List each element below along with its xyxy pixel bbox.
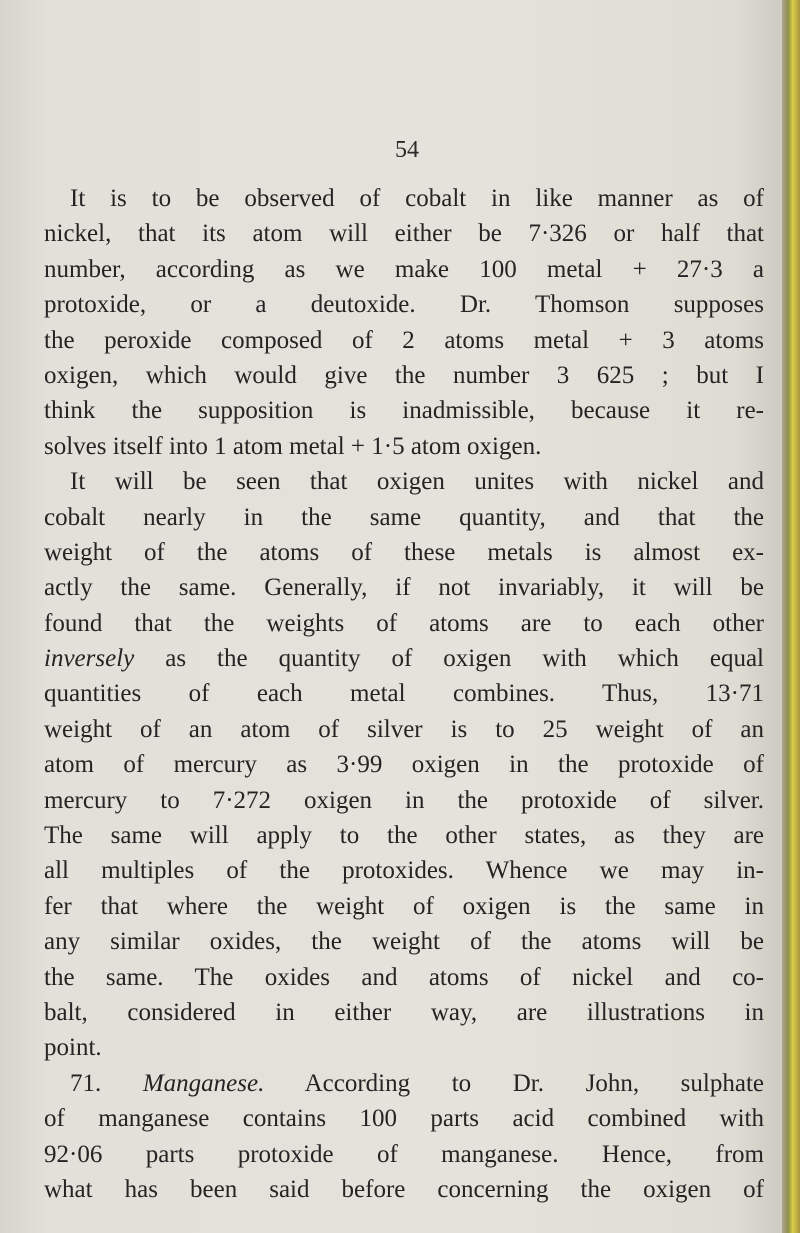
text-line-post: as the quantity of oxigen with which equal <box>134 645 764 673</box>
text-line: found that the weights of atoms are to each other <box>44 609 764 637</box>
text-line: any similar oxides, the weight of the atoms will be <box>44 928 764 956</box>
text-line: the peroxide composed of 2 atoms metal + 3 atoms <box>44 326 764 354</box>
text-line: weight of the atoms of these metals is almost ex- <box>44 538 764 566</box>
emphasis-inversely: inversely <box>44 645 135 673</box>
text-line: cobalt nearly in the same quantity, and that the <box>44 503 764 531</box>
body-text <box>44 181 764 1207</box>
text-line: 92·06 parts protoxide of manganese. Hence, from <box>44 1140 764 1168</box>
text-line: balt, considered in either way, are illustrations in <box>44 998 764 1026</box>
text-line: atom of mercury as 3·99 oxigen in the protoxide of <box>44 751 764 779</box>
page-number: 54 <box>395 137 419 163</box>
text-line: number, according as we make 100 metal + 27·3 a <box>44 255 764 283</box>
text-line-post: According to Dr. John, sulphate <box>264 1069 764 1097</box>
text-line <box>44 1066 764 1101</box>
text-line: what has been said before concerning the oxigen of <box>44 1175 764 1203</box>
text-line: mercury to 7·272 oxigen in the protoxide of silver. <box>44 786 764 814</box>
text-line: quantities of each metal combines. Thus, 13·71 <box>44 680 764 708</box>
text-line: weight of an atom of silver is to 25 weight of an <box>44 715 764 743</box>
text-line: actly the same. Generally, if not invariably, it will be <box>44 574 764 602</box>
text-line: fer that where the weight of oxigen is the same in <box>44 892 764 920</box>
text-line: oxigen, which would give the number 3 625 ; but I <box>44 361 764 389</box>
text-line <box>44 641 764 676</box>
page-binding-edge <box>782 0 800 1233</box>
text-line: It is to be observed of cobalt in like manner as of <box>70 185 764 212</box>
text-line: the same. The oxides and atoms of nickel and co- <box>44 963 764 991</box>
text-line: of manganese contains 100 parts acid combined with <box>44 1105 764 1133</box>
text-line: all multiples of the protoxides. Whence we may in- <box>44 857 764 885</box>
text-line: nickel, that its atom will either be 7·326 or half that <box>44 220 764 248</box>
text-line: solves itself into 1 atom metal + 1·5 atom oxigen. <box>44 432 542 460</box>
text-line: The same will apply to the other states, as they are <box>44 822 764 850</box>
text-line: protoxide, or a deutoxide. Dr. Thomson supposes <box>44 291 764 319</box>
text-line: think the supposition is inadmissible, because it re- <box>44 397 764 425</box>
text-line: It will be seen that oxigen unites with nickel and <box>70 468 764 496</box>
section-number: 71. <box>70 1069 143 1097</box>
text-line: point. <box>44 1034 102 1062</box>
section-heading-manganese: Manganese. <box>142 1069 265 1097</box>
